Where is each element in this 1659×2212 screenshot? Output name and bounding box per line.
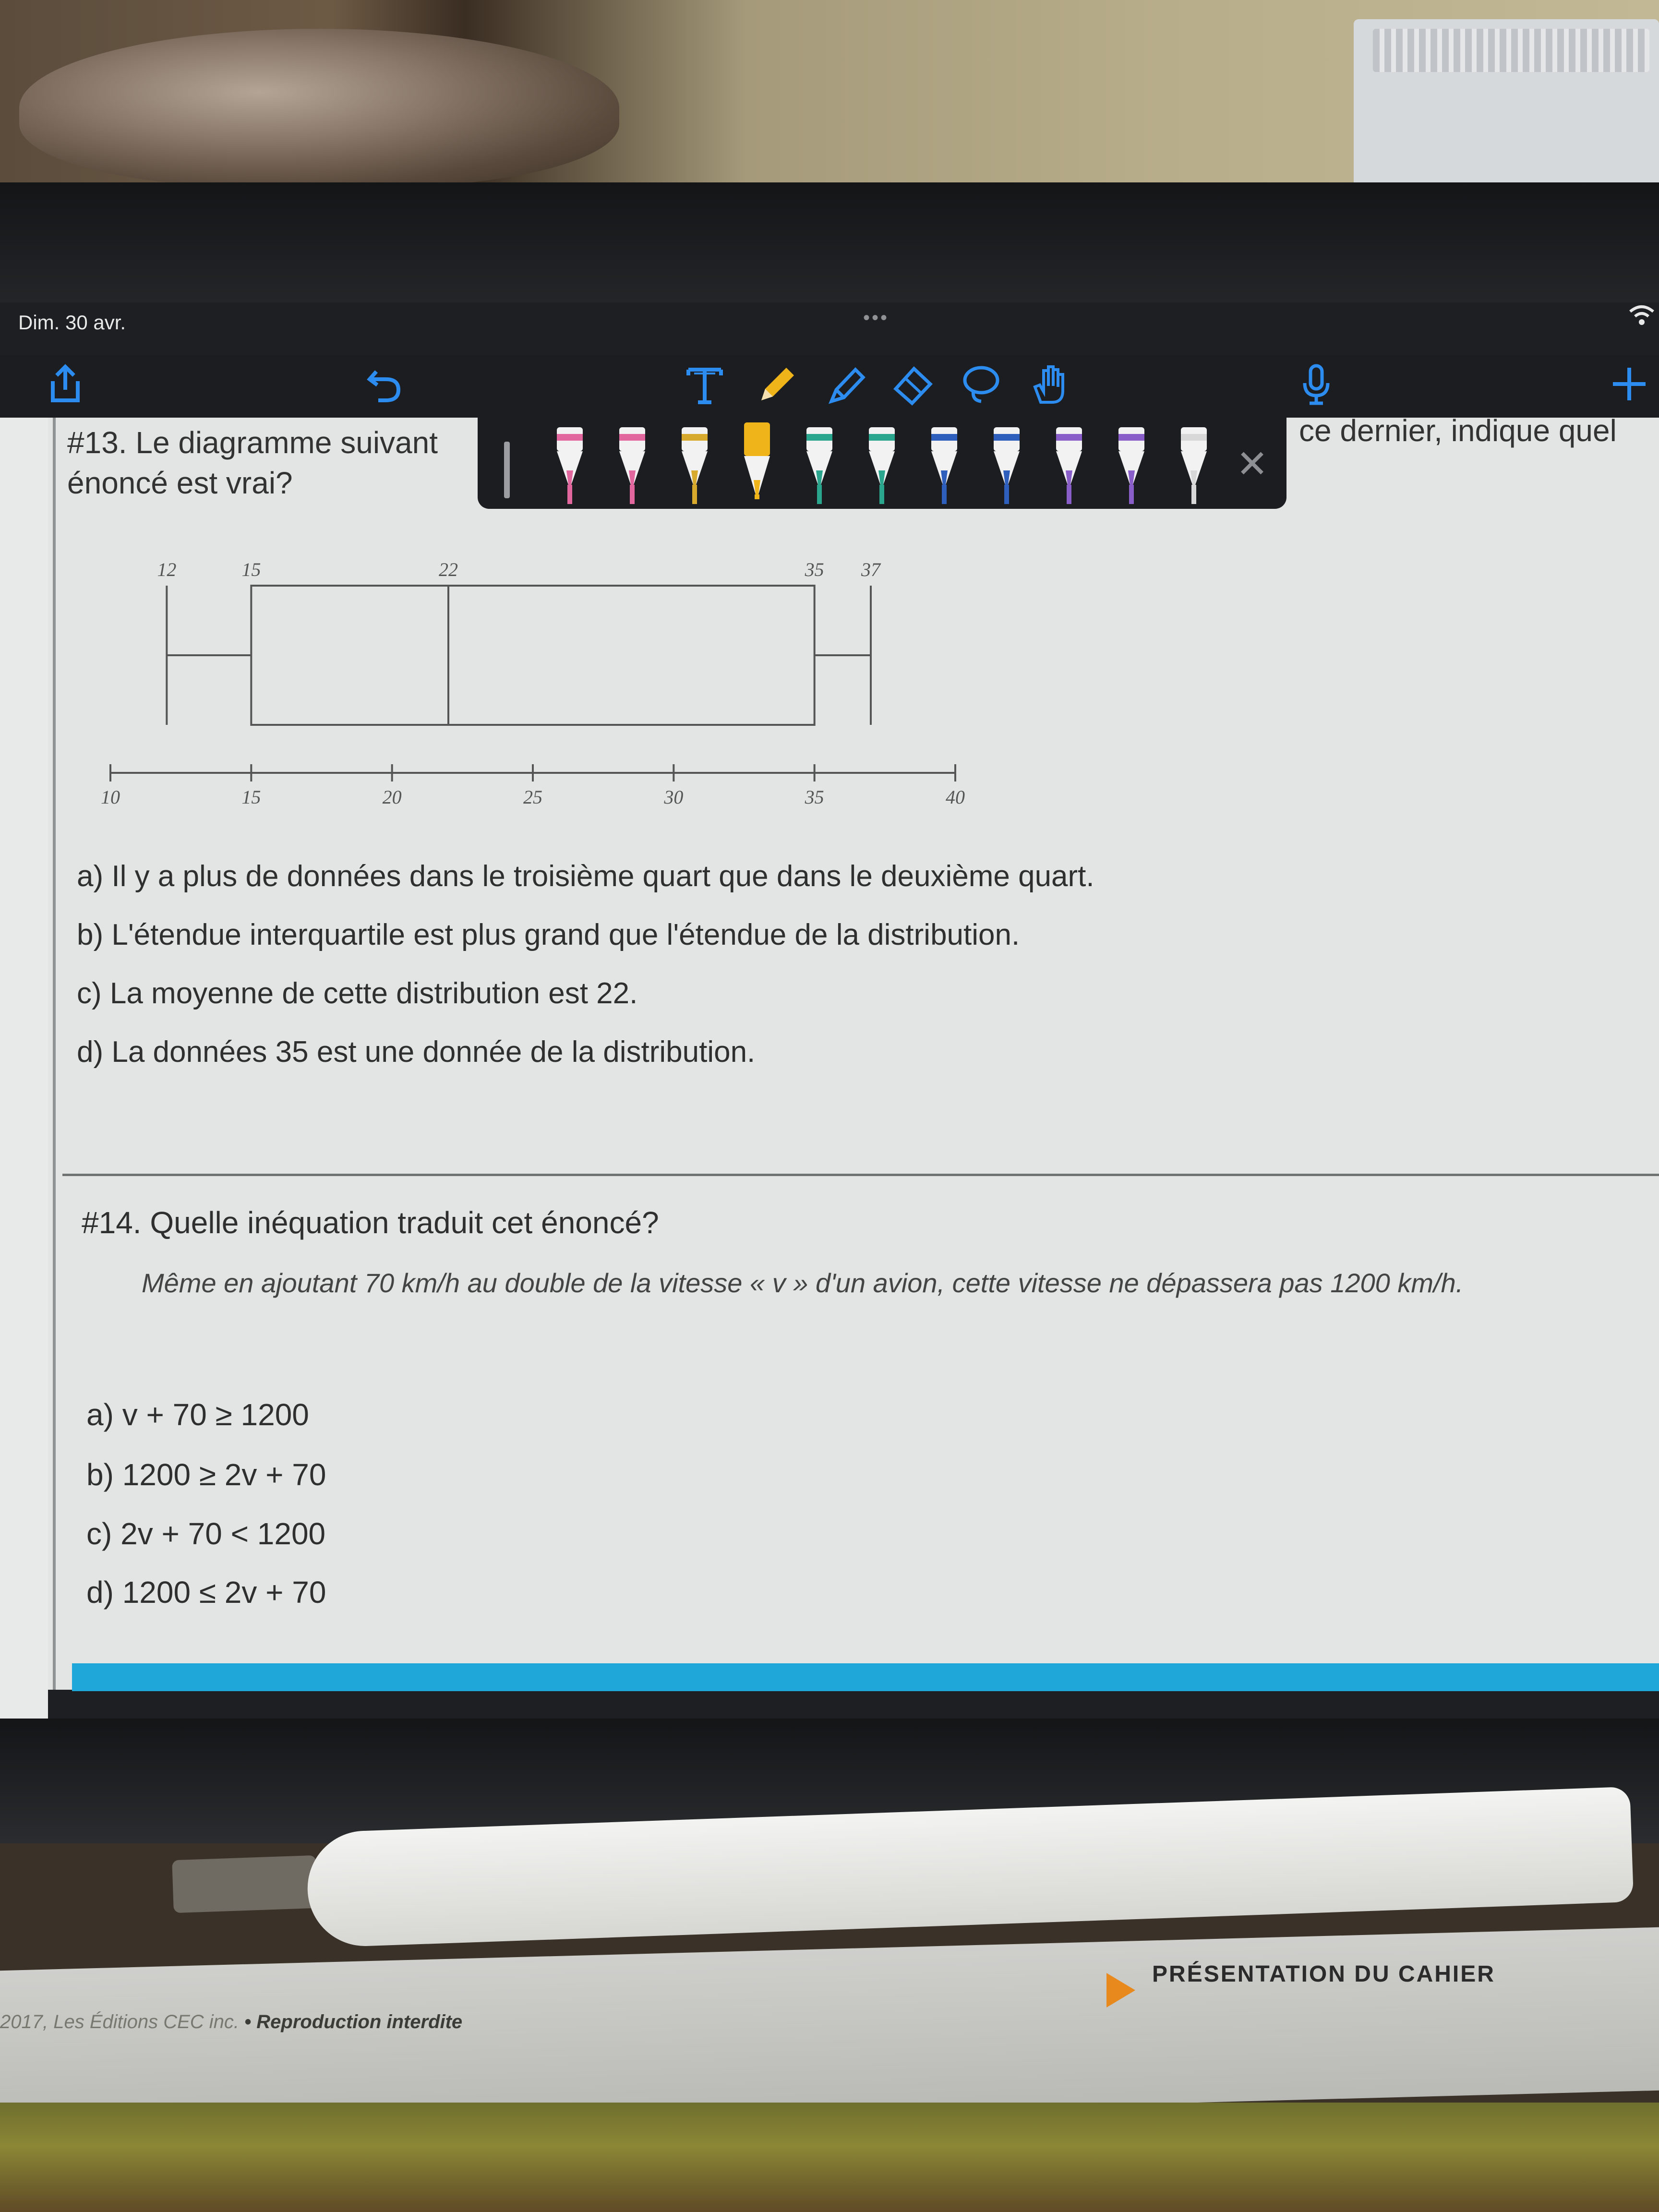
question-13-line2: énoncé est vrai? bbox=[67, 466, 293, 500]
question-13-line1: #13. Le diagramme suivant bbox=[67, 425, 438, 460]
desk bbox=[0, 2103, 1659, 2212]
inequation-c: c) 2v + 70 < 1200 bbox=[86, 1516, 326, 1551]
page-left-rule bbox=[53, 418, 56, 1690]
copyright-text: 2017, Les Éditions CEC inc. bbox=[0, 2011, 245, 2032]
value-label: 22 bbox=[439, 559, 458, 580]
choice-b: b) L'étendue interquartile est plus grand que l'étendue de la distribution. bbox=[77, 918, 1020, 951]
inequation-b: b) 1200 ≥ 2v + 70 bbox=[86, 1457, 326, 1492]
question-14-title: #14. Quelle inéquation traduit cet énoncé? bbox=[82, 1205, 659, 1240]
pencil-cap bbox=[172, 1855, 318, 1913]
value-label: 35 bbox=[805, 559, 824, 580]
background-heater bbox=[1354, 19, 1659, 202]
reproduction-text: • Reproduction interdite bbox=[244, 2011, 463, 2032]
hand-tool-icon[interactable] bbox=[1026, 361, 1072, 407]
share-icon[interactable] bbox=[42, 361, 88, 407]
inequation-a: a) v + 70 ≥ 1200 bbox=[86, 1397, 309, 1432]
choice-a: a) Il y a plus de données dans le troisième quart que dans le deuxième quart. bbox=[77, 860, 1094, 893]
iqr-box bbox=[251, 586, 814, 725]
question-divider bbox=[62, 1174, 1659, 1176]
pen-swatch[interactable] bbox=[677, 422, 712, 509]
x-tick-label: 20 bbox=[382, 786, 402, 808]
pen-swatch[interactable] bbox=[926, 422, 962, 509]
page-bottom-bar bbox=[72, 1663, 1659, 1691]
pen-swatch[interactable] bbox=[802, 422, 837, 509]
text-tool-icon[interactable] bbox=[682, 361, 728, 407]
pencil-tool-icon[interactable] bbox=[754, 361, 800, 407]
multitasking-dots-icon[interactable]: ••• bbox=[863, 307, 890, 328]
box-plot-chart bbox=[91, 552, 1003, 821]
workbook-section-title: PRÉSENTATION DU CAHIER bbox=[1152, 1961, 1495, 1987]
pen-swatch[interactable] bbox=[989, 422, 1024, 509]
close-icon[interactable]: ✕ bbox=[1236, 443, 1269, 485]
x-tick-label: 15 bbox=[241, 786, 261, 808]
lasso-tool-icon[interactable] bbox=[958, 361, 1004, 407]
value-label: 15 bbox=[241, 559, 261, 580]
choice-d: d) La données 35 est une donnée de la distribution. bbox=[77, 1035, 756, 1069]
x-tick-label: 10 bbox=[101, 786, 120, 808]
microphone-icon[interactable] bbox=[1293, 361, 1339, 407]
inequation-d: d) 1200 ≤ 2v + 70 bbox=[86, 1575, 326, 1610]
workbook-footer-left bbox=[0, 2011, 462, 2033]
pen-swatch[interactable] bbox=[1176, 422, 1212, 509]
pen-swatch[interactable] bbox=[739, 422, 775, 509]
x-tick-label: 30 bbox=[664, 786, 684, 808]
page-margin bbox=[0, 418, 48, 1719]
eraser-tool-icon[interactable] bbox=[890, 361, 936, 407]
status-date: Dim. 30 avr. bbox=[18, 311, 126, 334]
value-label: 12 bbox=[157, 559, 177, 580]
choice-c: c) La moyenne de cette distribution est 22. bbox=[77, 977, 638, 1010]
undo-icon[interactable] bbox=[361, 361, 407, 407]
value-label: 37 bbox=[861, 559, 880, 580]
pen-swatch[interactable] bbox=[1114, 422, 1149, 509]
x-tick-label: 40 bbox=[946, 786, 965, 808]
pen-swatch[interactable] bbox=[1051, 422, 1087, 509]
arrow-icon bbox=[1106, 1973, 1135, 2008]
background-blanket bbox=[19, 29, 619, 187]
question-13-continued: ce dernier, indique quel bbox=[1299, 413, 1617, 448]
pen-swatch[interactable] bbox=[614, 422, 650, 509]
pen-swatch[interactable] bbox=[864, 422, 900, 509]
wifi-icon bbox=[1627, 300, 1656, 329]
question-13-title bbox=[67, 422, 490, 503]
pen-swatch[interactable] bbox=[552, 422, 588, 509]
x-tick-label: 25 bbox=[523, 786, 542, 808]
question-14-statement: Même en ajoutant 70 km/h au double de la vitesse « v » d'un avion, cette vitesse ne dépassera pas 1200 km/h. bbox=[142, 1268, 1464, 1298]
tablet-bezel bbox=[0, 182, 1659, 302]
highlighter-tool-icon[interactable] bbox=[824, 361, 870, 407]
x-tick-label: 35 bbox=[805, 786, 824, 808]
add-icon[interactable] bbox=[1606, 361, 1652, 407]
palette-handle[interactable] bbox=[504, 442, 510, 498]
